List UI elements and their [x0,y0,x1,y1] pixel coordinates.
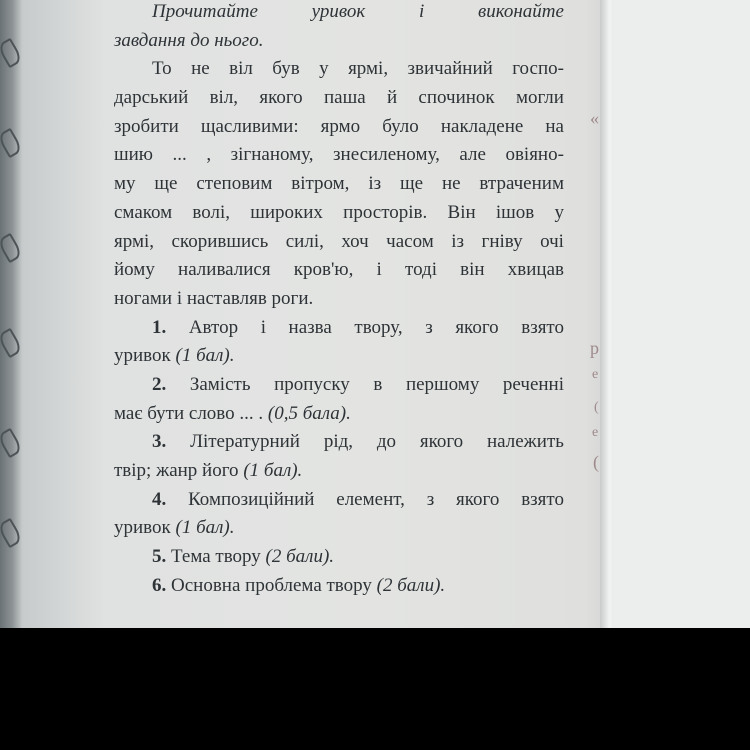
word: роги. [271,287,314,309]
word: і [260,316,266,338]
word: широких [250,201,323,223]
task-5-line [114,543,564,572]
word: ярмі, [348,58,389,80]
word: елемент, [336,488,405,510]
word: якого [455,316,499,338]
task-number: 1. [152,316,167,338]
word: взято [521,488,564,510]
word: зробити [114,115,179,137]
passage-line [114,228,564,257]
task-2-line [114,371,564,400]
passage-line [114,113,564,142]
word: дарський [114,87,189,109]
word: віл [229,58,253,80]
instruction-line [114,27,564,56]
task-number: 5. [152,546,167,568]
word: Прочитайте [152,1,258,22]
word: не [441,173,461,195]
word: Автор [188,316,239,338]
word: гніву [481,230,523,252]
task-points: (1 бал). [243,460,303,481]
word: звичайний [407,58,493,80]
word: часом [386,230,434,252]
word: Композиційний [188,488,315,510]
word: , [206,144,212,166]
word: із [368,173,382,195]
word: належить [487,431,564,453]
word: ще [154,173,178,195]
word: назва [288,316,332,338]
word: спочинок [418,87,495,109]
word: але [459,144,486,166]
bleed-glyph: е [592,425,599,440]
word: зігнаному, [230,144,314,166]
task-1-line [114,314,564,343]
word: очі [540,230,564,252]
word: йому [114,259,155,281]
word: Замість [189,373,251,395]
word: просторів. [343,201,428,223]
word: у [554,201,564,223]
leaf-ornament-icon [0,428,23,459]
passage-line [114,84,564,113]
word: він [460,259,485,281]
leaf-ornament-icon [0,233,23,264]
task-3-line [114,457,564,486]
word: до [190,29,210,51]
passage-line [114,55,564,84]
word: і [418,1,425,22]
leaf-ornament-icon [0,38,23,69]
word: Він [447,201,476,223]
word: до [376,431,397,453]
word: хоч [341,230,369,252]
page-text [114,0,564,600]
passage-line [114,199,564,228]
task-text: твір; жанр його [114,460,239,481]
task-points: (2 бали). [265,546,335,568]
word: і [376,259,382,281]
passage-line [114,256,564,285]
task-number: 3. [152,431,167,453]
word: наставляв [186,287,267,309]
word: могли [515,87,564,109]
task-text: Тема твору [171,546,261,568]
task-6-line [114,572,564,601]
word: було [382,115,419,137]
word: То [152,58,172,80]
word: і [176,287,183,309]
task-points: (1 бал). [175,345,235,367]
bleed-glyph: е [592,367,599,382]
word: ... [172,144,187,166]
word: ярмі, [114,230,155,252]
task-number: 2. [152,373,167,395]
word: госпо- [512,58,564,80]
word: му [114,173,136,195]
left-page-edge [0,0,20,628]
task-number: 4. [152,488,167,510]
word: нього. [214,29,264,51]
word: в [373,373,383,395]
word: не [191,58,210,80]
word: силі, [285,230,324,252]
word: уривок [311,1,366,22]
word: з [426,488,435,510]
task-2-line [114,400,564,429]
word: із [451,230,465,252]
word: твору, [354,316,403,338]
bleed-glyph: ( [594,400,599,415]
task-text: уривок [114,345,171,367]
leaf-ornament-icon [0,128,23,159]
task-4-line [114,486,564,515]
word: на [545,115,564,137]
word: якого [456,488,500,510]
word: Літературний [190,431,300,453]
word: знесиленому, [333,144,440,166]
leaf-ornament-icon [0,518,23,549]
word: ще [399,173,424,195]
task-text: Основна проблема твору [171,574,372,596]
word: волі, [192,201,231,223]
word: овіяно- [505,144,564,166]
word: вітром, [291,173,350,195]
task-1-line [114,342,564,371]
task-4-line [114,514,564,543]
task-points: (2 бали). [376,574,446,596]
word: шию [114,144,153,166]
word: був [272,58,300,80]
word: реченні [502,373,564,395]
word: степовим [196,173,273,195]
word: кров'ю, [293,259,354,281]
word: ішов [495,201,535,223]
instruction-line [114,0,564,27]
word: паша [323,87,366,109]
word: віл, [209,87,239,109]
word: накладене [440,115,524,137]
word: смаком [114,201,173,223]
task-points: (0,5 бала). [267,402,351,424]
passage-line [114,285,564,314]
task-3-line [114,428,564,457]
word: й [386,87,398,109]
word: виконайте [477,1,564,22]
word: з [425,316,433,338]
task-text: уривок [114,517,171,539]
word: якого [419,431,464,453]
bleed-glyph: ( [593,452,599,472]
word: тоді [405,259,437,281]
task-points: (1 бал). [175,517,235,539]
passage-line [114,141,564,170]
task-number: 6. [152,574,167,596]
right-page [614,0,750,628]
word: хвицав [507,259,564,281]
bleed-glyph: р [590,338,599,358]
word: скорившись [171,230,269,252]
passage-line [114,170,564,199]
word: якого [259,87,303,109]
word: щасливими: [200,115,299,137]
word: наливалися [178,259,271,281]
leaf-ornament-icon [0,328,23,359]
word: ярмо [320,115,361,137]
word: пропуску [274,373,350,395]
word: ногами [114,287,173,309]
word: першому [405,373,480,395]
word: втраченим [479,173,564,195]
word: завдання [114,29,186,51]
word: рід, [323,431,354,453]
word: у [319,58,329,80]
bleed-glyph: « [590,108,599,128]
task-text: має бути слово ... . [114,402,264,424]
word: взято [521,316,564,338]
